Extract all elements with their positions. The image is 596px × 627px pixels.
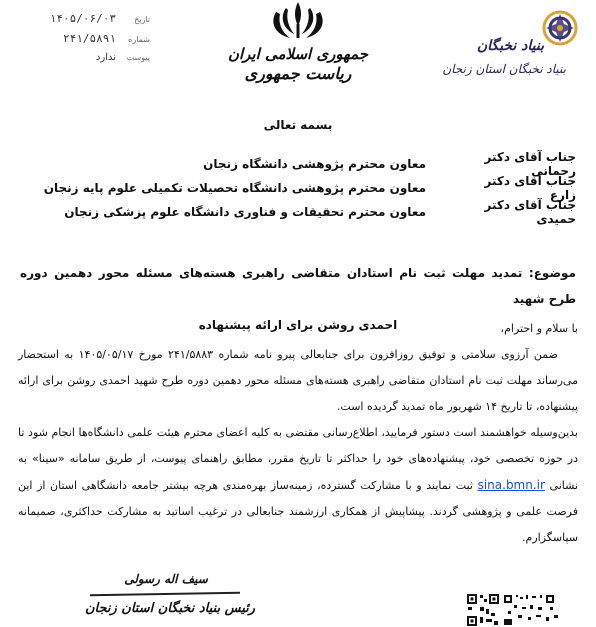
signer-title: رئیس بنیاد نخبگان استان زنجان [84,601,256,616]
number-label: شماره [128,35,150,44]
foundation-logo-subtitle: بنیاد نخبگان استان زنجان [442,62,566,76]
recipient-title: معاون محترم پژوهشی دانشگاه تحصیلات تکمیلی علوم پایه زنجان [43,181,426,195]
number-value: ۲۴۱/۵۸۹۱ [63,32,116,45]
date-label: تاریخ [134,15,150,24]
barcode-icon [502,593,562,627]
greeting: با سلام و احترام، [500,322,578,335]
attachment-label: پیوست [126,53,150,62]
signature-stroke [90,592,240,597]
body-paragraph-2 [18,420,578,551]
body-paragraph-1: ضمن آرزوی سلامتی و توفیق روزافزون برای جنابعالی پیرو نامه شماره ۲۴۱/۵۸۸۳ مورخ ۱۴۰۵/۰۵/۱۷ به استحضار می‌رساند مهلت ثبت نام استادان متقاضی راهبری هسته‌های مسئله محور دهمین دوره طرح شهید احمدی روشن برای ارائه پیشنهاده، تا تاریخ ۱۴ شهریور ماه تمدید گردیده است. [18,348,578,413]
number-row [20,32,150,52]
recipient-name: جناب آقای دکتر رحمانی [484,150,576,178]
foundation-logo-title: بنیاد نخبگان [476,38,544,54]
subject-line-1: موضوع: تمدید مهلت ثبت نام استادان متقاضی راهبری هسته‌های مسئله محور دهمین دوره طرح شهید [20,266,576,306]
header-center-title [200,44,396,84]
signature-block [56,570,276,588]
header-office-name: ریاست جمهوری [244,64,352,83]
recipient-row [20,176,576,200]
letter-body [18,316,578,551]
attachment-value: ندارد [95,52,116,63]
basmala: بسمه تعالی [263,118,333,132]
recipient-name: جناب آقای دکتر حمیدی [484,198,576,226]
sina-portal-link[interactable]: sina.bmn.ir [477,478,545,492]
elite-foundation-logo [440,6,580,96]
recipient-title: معاون محترم تحقیقات و فناوری دانشگاه علوم پزشکی زنجان [64,205,426,219]
recipient-title: معاون محترم پژوهشی دانشگاه زنجان [203,157,426,171]
iran-emblem-icon [258,0,338,40]
letter-meta [20,12,150,72]
date-value: ۱۴۰۵/۰۶/۰۳ [49,12,116,25]
foundation-logo-icon [540,8,580,48]
recipient-row [20,200,576,224]
attachment-row [20,52,150,72]
subject-line-2: احمدی روشن برای ارائه پیشنهاده [198,318,398,332]
header-country-name: جمهوری اسلامی ایران [227,45,369,63]
recipient-name: جناب آقای دکتر زارع [484,174,576,202]
signer-name: سیف اله رسولی [124,572,208,586]
body-paragraph-2-end: ثبت نمایند و با مشارکت گسترده، زمینه‌ساز بهره‌مندی هرچه بیشتر جامعه دانشگاهی استان از این فرصت علمی و پژوهشی گردند. پیشاپیش از همکاری ارزشمند جنابعالی در ترغیب اساتید به مشارکت حداکثری، صمیمانه سپاسگزارم. [18,479,578,544]
qr-code-icon [466,593,500,627]
recipients-list [20,152,576,224]
body-paragraph-2-start: بدین‌وسیله خواهشمند است دستور فرمایید، اطلاع‌رسانی مقتضی به کلیه اعضای محترم هیئت علمی دانشگاه‌ها انجام شود تا در حوزه تخصصی خود، پیشنهاده‌های خود را حداکثر تا تاریخ مقرر، مطابق راهنمای پیوست، از طریق سامانه «سینا» به نشانی [18,426,579,492]
recipient-row [20,152,576,176]
date-row [20,12,150,32]
